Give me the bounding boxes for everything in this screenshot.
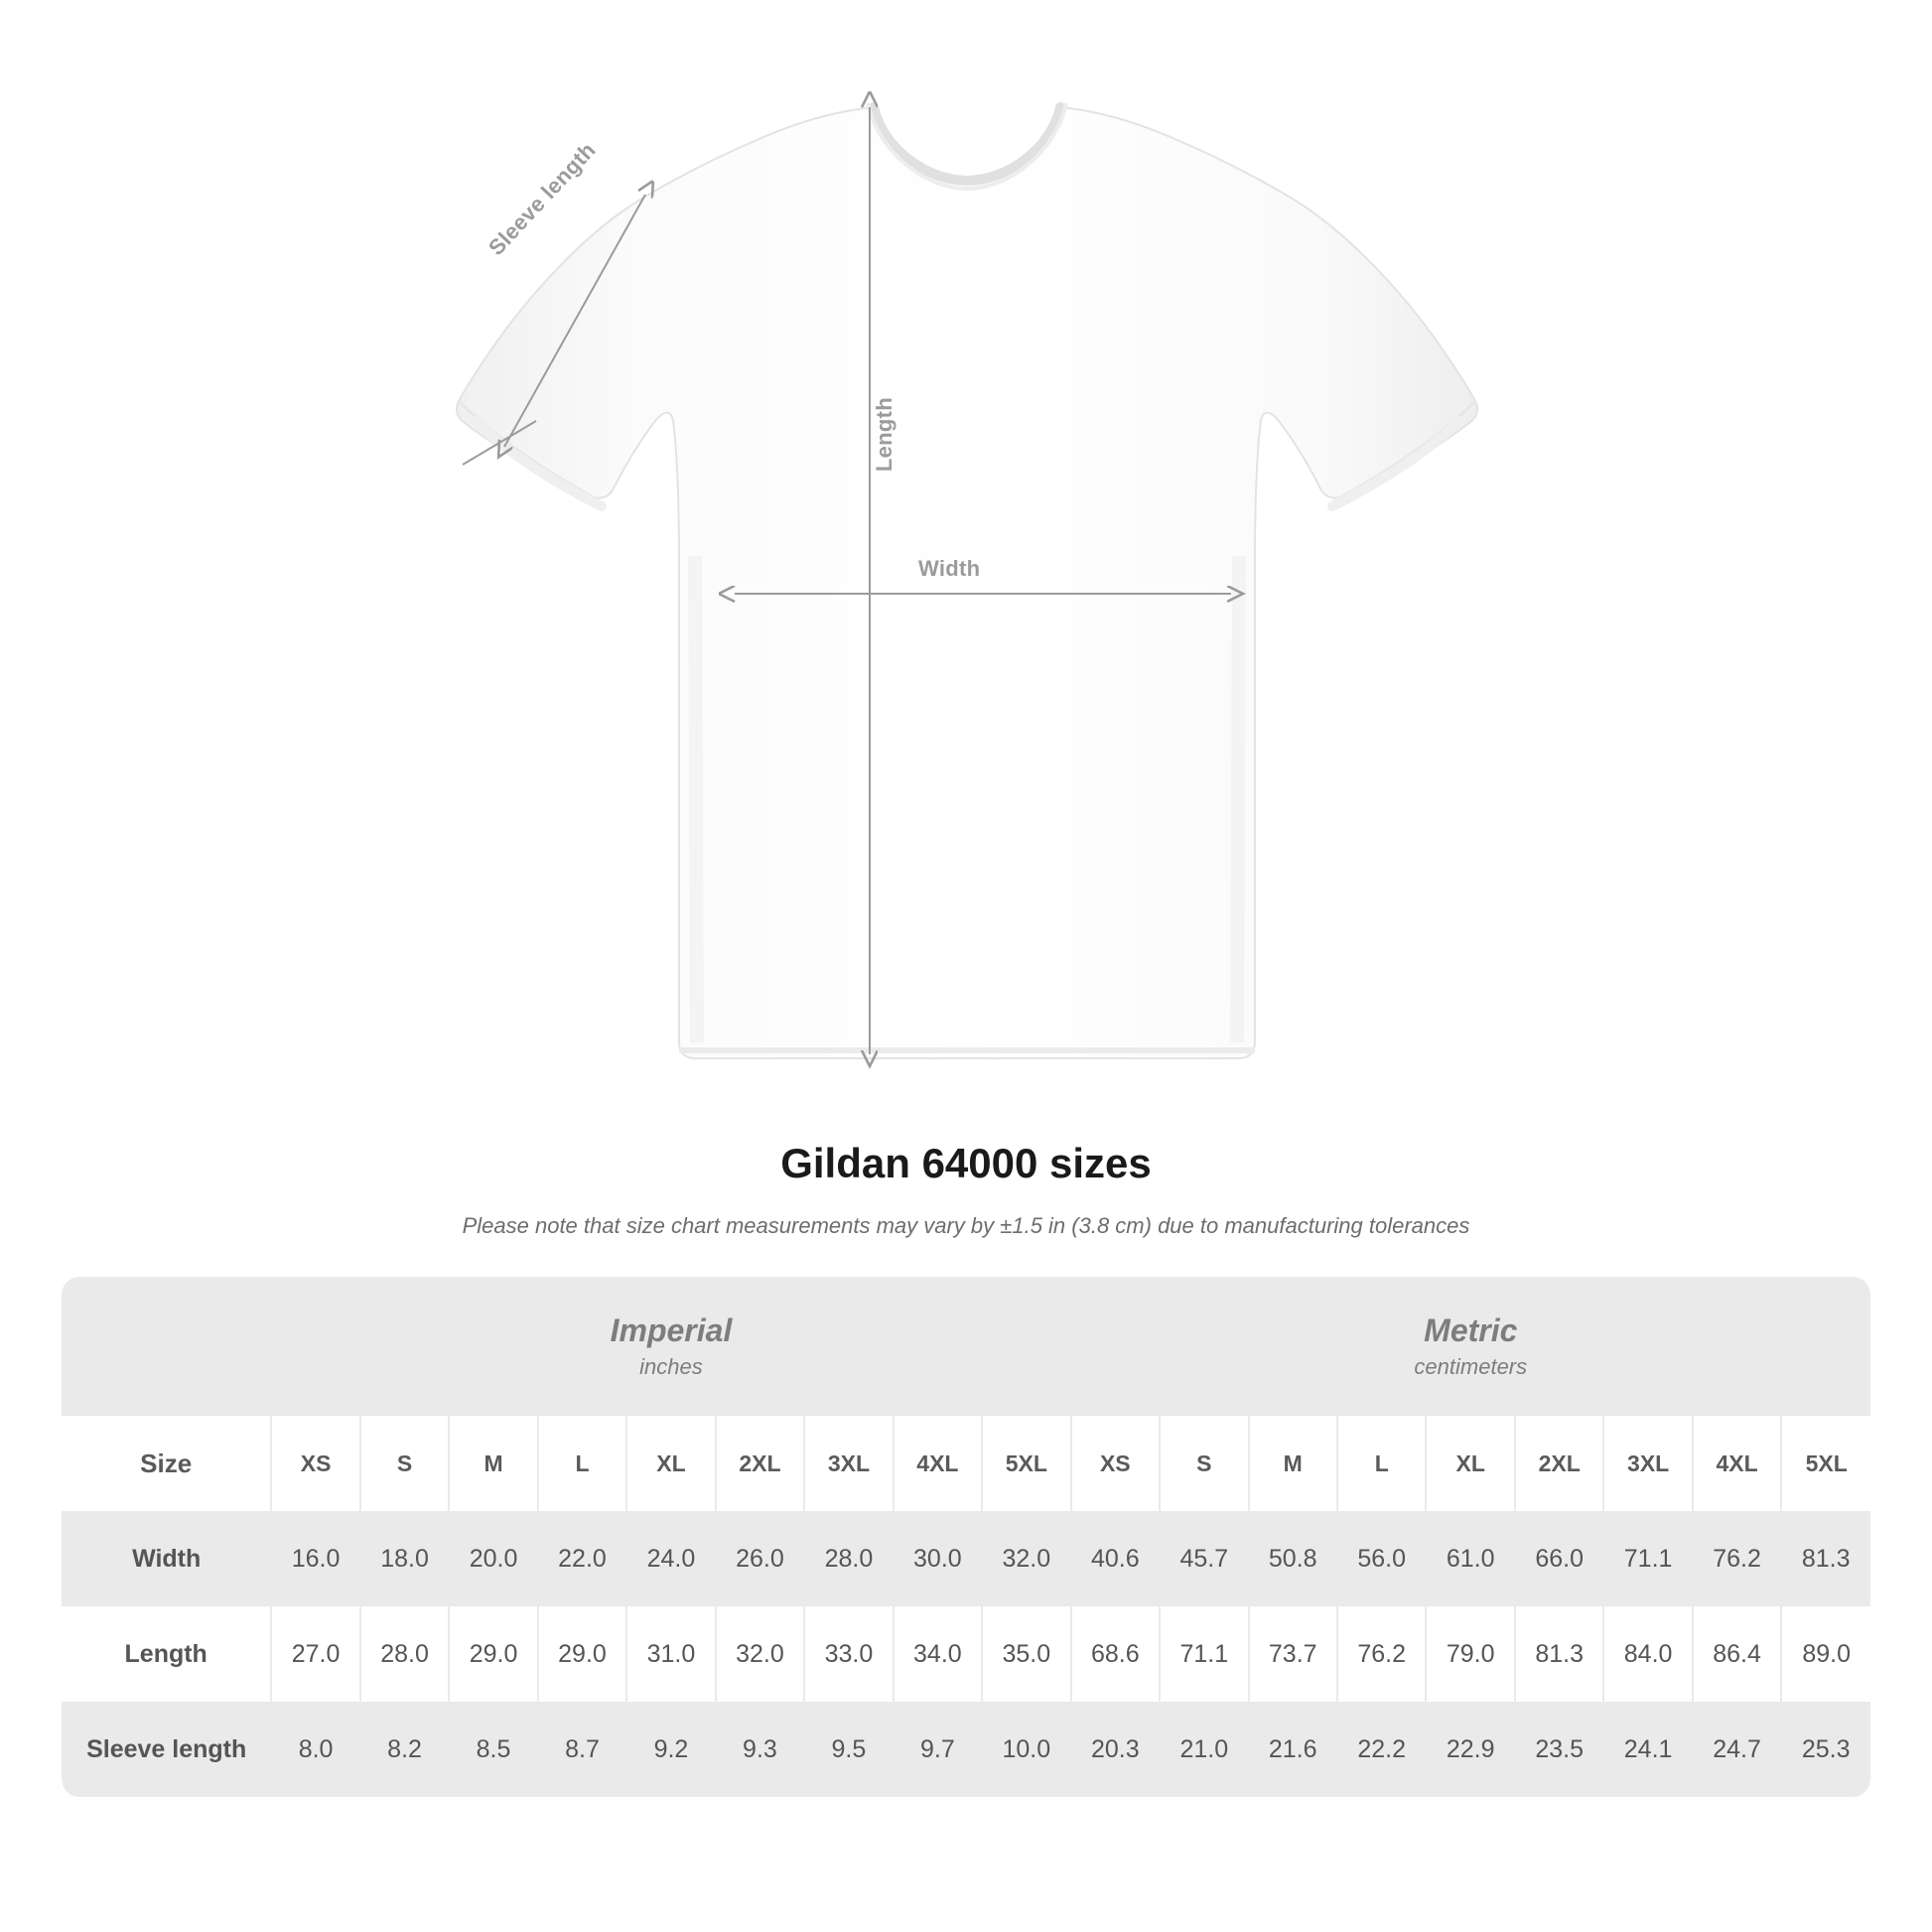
- table-cell: 61.0: [1426, 1511, 1514, 1606]
- table-cell: 22.9: [1426, 1702, 1514, 1797]
- table-cell: 50.8: [1249, 1511, 1337, 1606]
- table-cell: 29.0: [538, 1606, 626, 1702]
- row-label-sleeve-length: Sleeve length: [62, 1702, 271, 1797]
- unit-metric-title: Metric: [1424, 1311, 1518, 1348]
- length-label: Length: [872, 397, 897, 473]
- table-cell: 24.7: [1693, 1702, 1781, 1797]
- table-cell: 35.0: [982, 1606, 1070, 1702]
- size-header-cell: S: [1160, 1416, 1248, 1511]
- table-cell: 89.0: [1781, 1606, 1870, 1702]
- table-cell: 68.6: [1071, 1606, 1160, 1702]
- table-cell: 33.0: [804, 1606, 893, 1702]
- table-cell: 30.0: [894, 1511, 982, 1606]
- table-cell: 8.5: [449, 1702, 537, 1797]
- table-cell: 32.0: [716, 1606, 804, 1702]
- unit-corner-cell: [62, 1277, 271, 1416]
- size-header-cell: 5XL: [982, 1416, 1070, 1511]
- table-cell: 23.5: [1515, 1702, 1603, 1797]
- unit-metric-cell: [1071, 1277, 1870, 1416]
- sleeve-length-label: Sleeve length: [483, 137, 601, 261]
- table-cell: 79.0: [1426, 1606, 1514, 1702]
- size-header-cell: XS: [271, 1416, 359, 1511]
- table-cell: 31.0: [626, 1606, 715, 1702]
- table-cell: 76.2: [1693, 1511, 1781, 1606]
- unit-header-row: [62, 1277, 1870, 1416]
- size-header-cell: XS: [1071, 1416, 1160, 1511]
- table-cell: 73.7: [1249, 1606, 1337, 1702]
- table-cell: 8.7: [538, 1702, 626, 1797]
- table-cell: 86.4: [1693, 1606, 1781, 1702]
- table-cell: 28.0: [360, 1606, 449, 1702]
- size-header-cell: 4XL: [1693, 1416, 1781, 1511]
- row-label-width: Width: [62, 1511, 271, 1606]
- size-header-cell: 2XL: [716, 1416, 804, 1511]
- table-cell: 18.0: [360, 1511, 449, 1606]
- table-cell: 26.0: [716, 1511, 804, 1606]
- page-title: Gildan 64000 sizes: [780, 1140, 1152, 1186]
- table-cell: 9.7: [894, 1702, 982, 1797]
- size-header-cell: 5XL: [1781, 1416, 1870, 1511]
- size-table: [62, 1277, 1870, 1797]
- size-header-cell: 3XL: [1603, 1416, 1692, 1511]
- table-cell: 66.0: [1515, 1511, 1603, 1606]
- table-cell: 81.3: [1781, 1511, 1870, 1606]
- table-cell: 56.0: [1337, 1511, 1426, 1606]
- table-cell: 32.0: [982, 1511, 1070, 1606]
- size-header-row: [62, 1416, 1870, 1511]
- table-cell: 34.0: [894, 1606, 982, 1702]
- table-row: [62, 1606, 1870, 1702]
- table-cell: 71.1: [1160, 1606, 1248, 1702]
- size-header-cell: 3XL: [804, 1416, 893, 1511]
- table-row: [62, 1511, 1870, 1606]
- table-cell: 76.2: [1337, 1606, 1426, 1702]
- size-header-cell: 2XL: [1515, 1416, 1603, 1511]
- tolerance-note: Please note that size chart measurements may vary by ±1.5 in (3.8 cm) due to manufacturing tolerances: [462, 1213, 1470, 1238]
- unit-imperial-title: Imperial: [610, 1311, 733, 1348]
- size-header-cell: M: [449, 1416, 537, 1511]
- table-cell: 24.1: [1603, 1702, 1692, 1797]
- table-cell: 20.3: [1071, 1702, 1160, 1797]
- size-header-cell: L: [538, 1416, 626, 1511]
- size-header-label: Size: [62, 1416, 271, 1511]
- table-cell: 9.5: [804, 1702, 893, 1797]
- table-cell: 45.7: [1160, 1511, 1248, 1606]
- table-cell: 20.0: [449, 1511, 537, 1606]
- size-table-container: [62, 1277, 1870, 1797]
- size-header-cell: M: [1249, 1416, 1337, 1511]
- table-cell: 10.0: [982, 1702, 1070, 1797]
- table-cell: 9.3: [716, 1702, 804, 1797]
- table-cell: 16.0: [271, 1511, 359, 1606]
- table-cell: 40.6: [1071, 1511, 1160, 1606]
- size-header-cell: L: [1337, 1416, 1426, 1511]
- table-cell: 84.0: [1603, 1606, 1692, 1702]
- unit-imperial-cell: [271, 1277, 1070, 1416]
- size-header-cell: S: [360, 1416, 449, 1511]
- size-header-cell: XL: [626, 1416, 715, 1511]
- table-cell: 27.0: [271, 1606, 359, 1702]
- size-header-cell: XL: [1426, 1416, 1514, 1511]
- table-cell: 8.0: [271, 1702, 359, 1797]
- table-cell: 21.0: [1160, 1702, 1248, 1797]
- table-cell: 22.2: [1337, 1702, 1426, 1797]
- table-cell: 25.3: [1781, 1702, 1870, 1797]
- unit-metric-sub: centimeters: [1414, 1353, 1528, 1379]
- table-cell: 28.0: [804, 1511, 893, 1606]
- table-cell: 22.0: [538, 1511, 626, 1606]
- unit-imperial-sub: inches: [639, 1353, 703, 1379]
- table-cell: 21.6: [1249, 1702, 1337, 1797]
- width-label: Width: [918, 556, 981, 581]
- table-cell: 8.2: [360, 1702, 449, 1797]
- table-cell: 81.3: [1515, 1606, 1603, 1702]
- table-cell: 71.1: [1603, 1511, 1692, 1606]
- row-label-length: Length: [62, 1606, 271, 1702]
- size-header-cell: 4XL: [894, 1416, 982, 1511]
- table-cell: 29.0: [449, 1606, 537, 1702]
- table-cell: 9.2: [626, 1702, 715, 1797]
- table-cell: 24.0: [626, 1511, 715, 1606]
- table-row: [62, 1702, 1870, 1797]
